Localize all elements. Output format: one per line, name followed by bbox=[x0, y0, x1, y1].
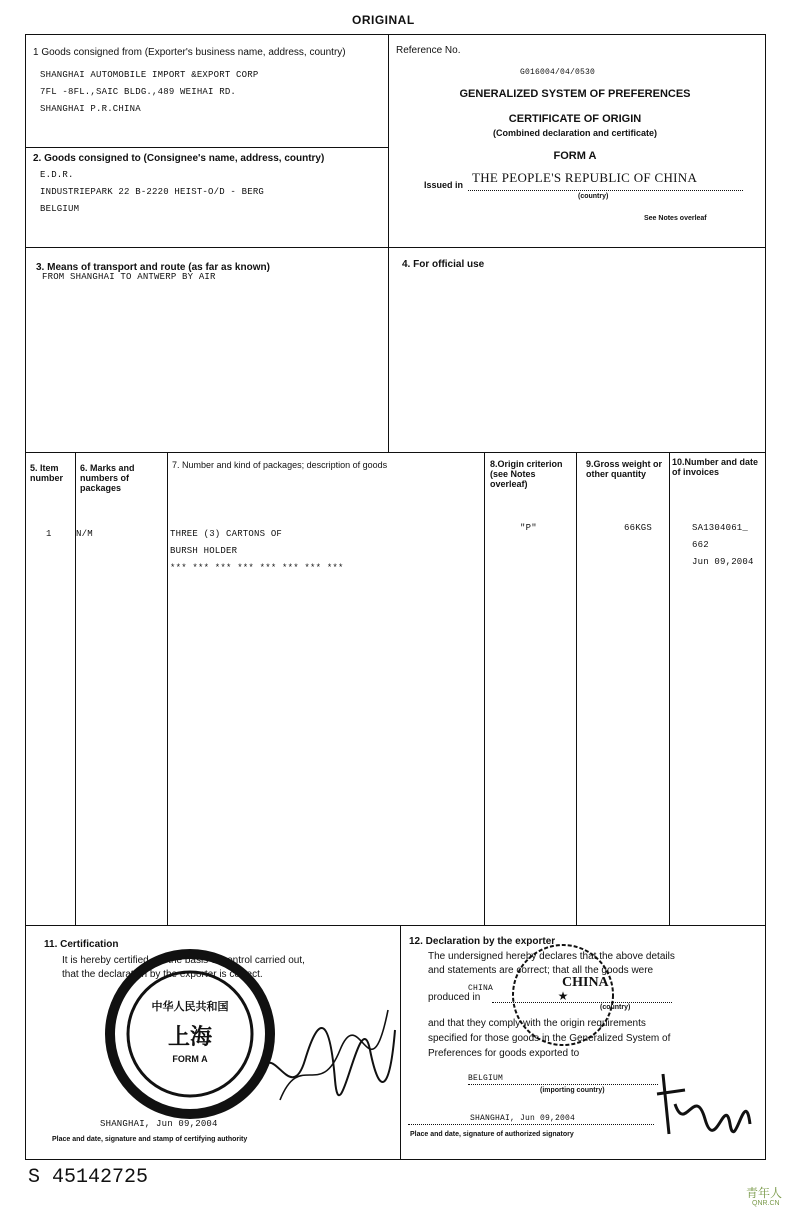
exporter-place-date: SHANGHAI, Jun 09,2004 bbox=[470, 1114, 576, 1123]
exporter-line-1: SHANGHAI AUTOMOBILE IMPORT &EXPORT CORP bbox=[40, 70, 259, 80]
row-invoice-line-2: 662 bbox=[692, 540, 709, 550]
consignee-line-3: BELGIUM bbox=[40, 204, 80, 214]
declaration-text-2 bbox=[428, 1016, 670, 1061]
frame-bottom bbox=[25, 1159, 766, 1160]
issued-country-caption: (country) bbox=[578, 193, 609, 200]
divider-v-marks bbox=[167, 452, 168, 925]
issued-label: Issued in bbox=[424, 180, 464, 190]
notes-overleaf: See Notes overleaf bbox=[644, 215, 707, 222]
exporter-caption: Place and date, signature of authorized signatory bbox=[410, 1131, 574, 1138]
row-item-number: 1 bbox=[46, 529, 52, 539]
row-description-line-2: BURSH HOLDER bbox=[170, 546, 238, 556]
row-stars: *** *** *** *** *** *** *** *** bbox=[170, 563, 344, 573]
box12-label: 12. Declaration by the exporter bbox=[409, 936, 556, 947]
importing-country: BELGIUM bbox=[468, 1074, 504, 1083]
consignee-line-2: INDUSTRIEPARK 22 B-2220 HEIST-O/D - BERG bbox=[40, 187, 265, 197]
declaration-line-2: and statements are correct; that all the goods were bbox=[428, 965, 654, 976]
divider-h-box1 bbox=[25, 147, 388, 148]
divider-h-table bbox=[25, 452, 766, 453]
row-invoice bbox=[692, 520, 754, 571]
stamp-center-text: 上海 bbox=[167, 1024, 213, 1049]
divider-v-weight bbox=[669, 452, 670, 925]
svg-text:★: ★ bbox=[557, 989, 569, 1003]
row-invoice-line-1: SA1304061_ bbox=[692, 523, 749, 533]
divider-v-item bbox=[75, 452, 76, 925]
reference-number: G016004/04/0530 bbox=[520, 68, 596, 77]
exporter-block bbox=[40, 67, 258, 118]
header-description: 7. Number and kind of packages; description of goods bbox=[172, 460, 388, 470]
produced-country-stamp: CHINA bbox=[562, 975, 609, 990]
divider-v-crit bbox=[576, 452, 577, 925]
header-invoice: 10.Number and date of invoices bbox=[672, 457, 759, 477]
consignee-line-1: E.D.R. bbox=[40, 170, 74, 180]
box3-label: 3. Means of transport and route (as far as known) bbox=[36, 262, 270, 273]
produced-country-typed: CHINA bbox=[468, 984, 494, 993]
box4-label: 4. For official use bbox=[402, 259, 485, 270]
box1-label: 1 Goods consigned from (Exporter's business name, address, country) bbox=[33, 47, 346, 58]
form-heading: FORM A bbox=[553, 150, 597, 162]
serial-number: S 45142725 bbox=[28, 1166, 149, 1189]
box11-label: 11. Certification bbox=[44, 939, 119, 950]
certifier-signature-icon bbox=[250, 990, 400, 1120]
issued-dotted-line bbox=[468, 190, 743, 191]
header-criterion: 8.Origin criterion (see Notes overleaf) bbox=[490, 459, 563, 489]
watermark-url: QNR.CN bbox=[752, 1200, 780, 1207]
document-title: ORIGINAL bbox=[352, 13, 415, 27]
watermark-text: 青年人 bbox=[746, 1186, 783, 1200]
declaration-line-3: and that they comply with the origin requirements bbox=[428, 1018, 646, 1029]
stamp-sub-text: FORM A bbox=[172, 1054, 208, 1064]
produced-country-caption: (country) bbox=[600, 1004, 631, 1011]
divider-h-box2 bbox=[25, 247, 766, 248]
declaration-line-5: Preferences for goods exported to bbox=[428, 1048, 580, 1059]
exporter-signature-icon bbox=[655, 1064, 755, 1144]
row-marks: N/M bbox=[76, 529, 93, 539]
row-weight: 66KGS bbox=[624, 523, 653, 533]
divider-v-desc bbox=[484, 452, 485, 925]
gsp-heading: GENERALIZED SYSTEM OF PREFERENCES bbox=[459, 88, 691, 100]
row-criterion: "P" bbox=[520, 523, 537, 533]
declaration-line-4: specified for those goods in the Generalized System of bbox=[428, 1033, 671, 1044]
exporter-line-2: 7FL -8FL.,SAIC BLDG.,489 WEIHAI RD. bbox=[40, 87, 237, 97]
certifier-place-date: SHANGHAI, Jun 09,2004 bbox=[100, 1119, 218, 1129]
certification-line-1: It is hereby certified, on the basis of control carried out, bbox=[62, 955, 305, 966]
certificate-heading: CERTIFICATE OF ORIGIN bbox=[508, 113, 642, 125]
header-weight: 9.Gross weight or other quantity bbox=[586, 459, 663, 479]
row-description bbox=[170, 526, 344, 577]
frame-right bbox=[765, 34, 766, 1160]
reference-label: Reference No. bbox=[396, 45, 461, 56]
stamp-top-text: 中华人民共和国 bbox=[151, 1001, 229, 1013]
combined-caption: (Combined declaration and certificate) bbox=[492, 128, 658, 138]
issued-country: THE PEOPLE'S REPUBLIC OF CHINA bbox=[472, 170, 698, 185]
row-description-line-1: THREE (3) CARTONS OF bbox=[170, 529, 283, 539]
importing-country-caption: (importing country) bbox=[540, 1087, 605, 1094]
box2-label: 2. Goods consigned to (Consignee's name, address, country) bbox=[33, 153, 325, 164]
frame-top bbox=[25, 34, 766, 35]
divider-v-top bbox=[388, 34, 389, 452]
row-invoice-line-3: Jun 09,2004 bbox=[692, 557, 754, 567]
frame-left bbox=[25, 34, 26, 1160]
header-marks: 6. Marks and numbers of packages bbox=[80, 463, 135, 493]
consignee-block bbox=[40, 167, 264, 218]
declaration-line-1: The undersigned hereby declares that the above details bbox=[428, 951, 675, 962]
exporter-line-3: SHANGHAI P.R.CHINA bbox=[40, 104, 141, 114]
exporter-dotted-line bbox=[408, 1124, 654, 1125]
produced-label: produced in bbox=[428, 992, 481, 1003]
transport-route: FROM SHANGHAI TO ANTWERP BY AIR bbox=[42, 272, 216, 282]
certification-line-2: that the declaration by the exporter is correct. bbox=[62, 969, 263, 980]
divider-h-cert bbox=[25, 925, 766, 926]
certifier-caption: Place and date, signature and stamp of certifying authority bbox=[52, 1136, 248, 1143]
header-item: 5. Item number bbox=[30, 463, 64, 483]
importing-dotted-line bbox=[468, 1084, 658, 1085]
divider-v-cert bbox=[400, 925, 401, 1159]
